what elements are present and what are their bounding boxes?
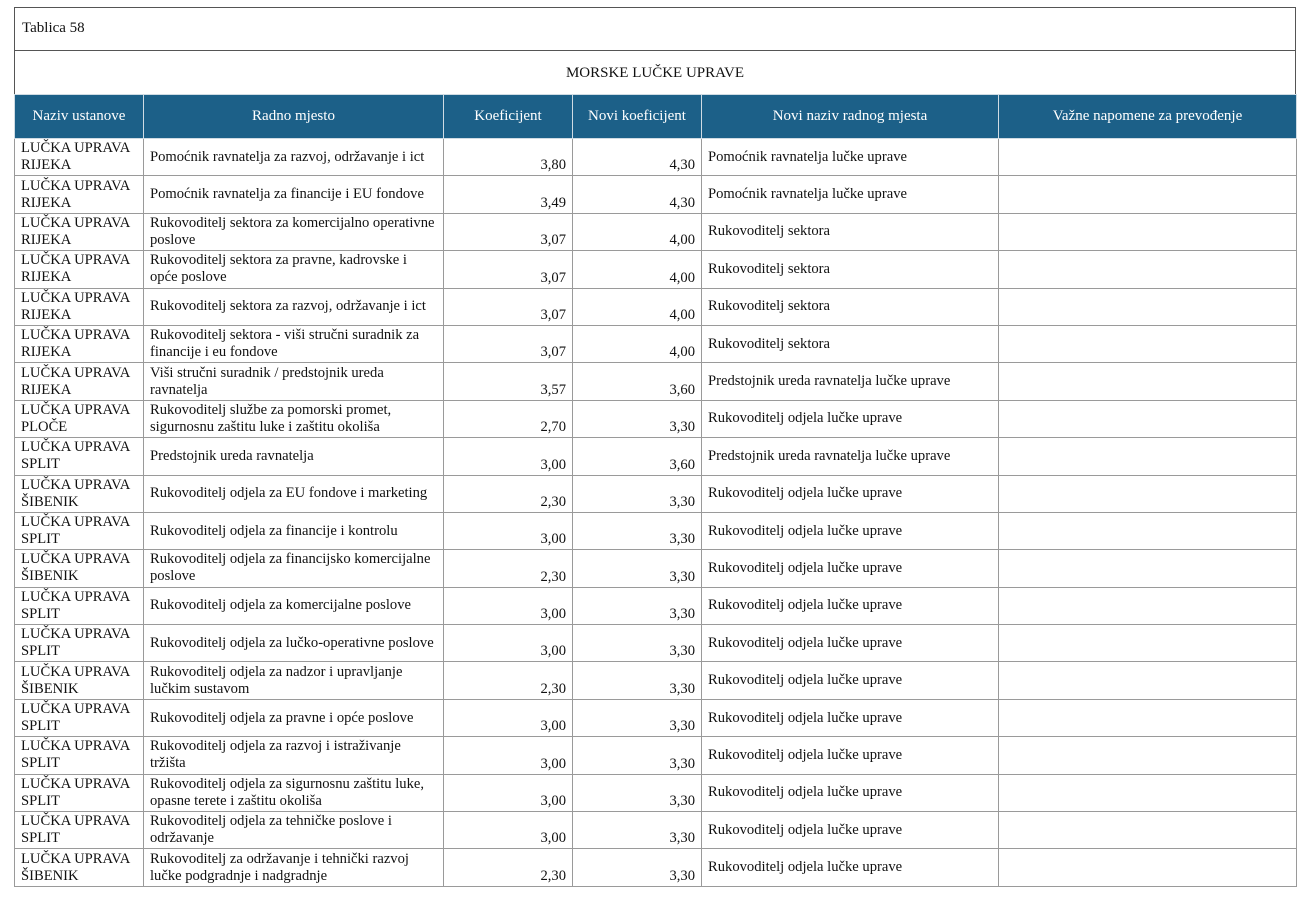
cell-koeficijent: 2,30 (444, 849, 573, 886)
cell-radno-mjesto: Viši stručni suradnik / predstojnik ureda ravnatelja (144, 363, 444, 400)
table-body (15, 139, 1297, 887)
cell-novi-koeficijent: 3,30 (573, 587, 702, 624)
cell-napomene (999, 438, 1297, 475)
cell-napomene (999, 139, 1297, 176)
table-row (15, 625, 1297, 662)
cell-radno-mjesto: Rukovoditelj odjela za financijsko komercijalne poslove (144, 550, 444, 587)
cell-naziv-ustanove: LUČKA UPRAVA RIJEKA (15, 363, 144, 400)
table-row (15, 213, 1297, 250)
cell-novi-naziv: Rukovoditelj odjela lučke uprave (702, 475, 999, 512)
cell-novi-naziv: Rukovoditelj odjela lučke uprave (702, 625, 999, 662)
cell-naziv-ustanove: LUČKA UPRAVA RIJEKA (15, 213, 144, 250)
table-header (15, 95, 1297, 139)
cell-naziv-ustanove: LUČKA UPRAVA SPLIT (15, 737, 144, 774)
table-row (15, 587, 1297, 624)
table-title: MORSKE LUČKE UPRAVE (14, 50, 1296, 94)
cell-naziv-ustanove: LUČKA UPRAVA SPLIT (15, 438, 144, 475)
cell-koeficijent: 3,80 (444, 139, 573, 176)
cell-novi-koeficijent: 3,60 (573, 363, 702, 400)
table-row (15, 363, 1297, 400)
cell-radno-mjesto: Rukovoditelj sektora za razvoj, održavanje i ict (144, 288, 444, 325)
cell-novi-naziv: Rukovoditelj odjela lučke uprave (702, 849, 999, 886)
cell-novi-naziv: Rukovoditelj odjela lučke uprave (702, 587, 999, 624)
cell-naziv-ustanove: LUČKA UPRAVA RIJEKA (15, 325, 144, 362)
cell-novi-naziv: Rukovoditelj odjela lučke uprave (702, 512, 999, 549)
cell-naziv-ustanove: LUČKA UPRAVA RIJEKA (15, 176, 144, 213)
cell-naziv-ustanove: LUČKA UPRAVA SPLIT (15, 587, 144, 624)
table-row (15, 139, 1297, 176)
cell-novi-koeficijent: 3,30 (573, 774, 702, 811)
cell-naziv-ustanove: LUČKA UPRAVA RIJEKA (15, 288, 144, 325)
cell-naziv-ustanove: LUČKA UPRAVA SPLIT (15, 512, 144, 549)
cell-koeficijent: 2,70 (444, 400, 573, 437)
cell-koeficijent: 3,07 (444, 325, 573, 362)
cell-napomene (999, 849, 1297, 886)
header-novi-naziv: Novi naziv radnog mjesta (702, 95, 999, 139)
cell-novi-koeficijent: 4,00 (573, 213, 702, 250)
cell-novi-koeficijent: 3,30 (573, 512, 702, 549)
document-page (14, 7, 1296, 887)
cell-koeficijent: 3,00 (444, 774, 573, 811)
table-row (15, 662, 1297, 699)
cell-novi-koeficijent: 4,00 (573, 325, 702, 362)
header-naziv-ustanove: Naziv ustanove (15, 95, 144, 139)
cell-napomene (999, 400, 1297, 437)
cell-naziv-ustanove: LUČKA UPRAVA PLOČE (15, 400, 144, 437)
cell-radno-mjesto: Rukovoditelj odjela za razvoj i istraživanje tržišta (144, 737, 444, 774)
cell-novi-koeficijent: 4,30 (573, 139, 702, 176)
cell-naziv-ustanove: LUČKA UPRAVA ŠIBENIK (15, 849, 144, 886)
cell-naziv-ustanove: LUČKA UPRAVA SPLIT (15, 699, 144, 736)
cell-koeficijent: 3,00 (444, 625, 573, 662)
cell-koeficijent: 3,00 (444, 812, 573, 849)
cell-koeficijent: 3,00 (444, 737, 573, 774)
cell-koeficijent: 3,00 (444, 512, 573, 549)
header-napomene: Važne napomene za prevođenje (999, 95, 1297, 139)
table-row (15, 512, 1297, 549)
cell-novi-naziv: Rukovoditelj sektora (702, 288, 999, 325)
table-row (15, 550, 1297, 587)
cell-radno-mjesto: Rukovoditelj sektora za pravne, kadrovske i opće poslove (144, 251, 444, 288)
cell-naziv-ustanove: LUČKA UPRAVA ŠIBENIK (15, 475, 144, 512)
cell-novi-naziv: Rukovoditelj odjela lučke uprave (702, 737, 999, 774)
cell-napomene (999, 812, 1297, 849)
cell-koeficijent: 3,00 (444, 699, 573, 736)
header-novi-koeficijent: Novi koeficijent (573, 95, 702, 139)
cell-napomene (999, 587, 1297, 624)
cell-novi-koeficijent: 3,30 (573, 699, 702, 736)
cell-radno-mjesto: Rukovoditelj sektora za komercijalno operativne poslove (144, 213, 444, 250)
cell-napomene (999, 550, 1297, 587)
table-row (15, 176, 1297, 213)
cell-naziv-ustanove: LUČKA UPRAVA RIJEKA (15, 139, 144, 176)
cell-novi-naziv: Rukovoditelj odjela lučke uprave (702, 699, 999, 736)
cell-novi-naziv: Rukovoditelj sektora (702, 325, 999, 362)
table-row (15, 288, 1297, 325)
cell-koeficijent: 2,30 (444, 550, 573, 587)
cell-novi-koeficijent: 4,00 (573, 251, 702, 288)
cell-napomene (999, 699, 1297, 736)
table-row (15, 325, 1297, 362)
cell-novi-koeficijent: 3,30 (573, 400, 702, 437)
cell-novi-naziv: Rukovoditelj odjela lučke uprave (702, 774, 999, 811)
cell-novi-koeficijent: 3,30 (573, 737, 702, 774)
cell-naziv-ustanove: LUČKA UPRAVA ŠIBENIK (15, 550, 144, 587)
cell-radno-mjesto: Rukovoditelj odjela za financije i kontrolu (144, 512, 444, 549)
cell-naziv-ustanove: LUČKA UPRAVA RIJEKA (15, 251, 144, 288)
cell-koeficijent: 2,30 (444, 475, 573, 512)
cell-novi-naziv: Rukovoditelj odjela lučke uprave (702, 662, 999, 699)
cell-novi-naziv: Rukovoditelj odjela lučke uprave (702, 812, 999, 849)
cell-koeficijent: 2,30 (444, 662, 573, 699)
cell-radno-mjesto: Rukovoditelj za održavanje i tehnički razvoj lučke podgradnje i nadgradnje (144, 849, 444, 886)
table-row (15, 774, 1297, 811)
cell-novi-koeficijent: 3,30 (573, 662, 702, 699)
cell-radno-mjesto: Rukovoditelj odjela za komercijalne poslove (144, 587, 444, 624)
cell-radno-mjesto: Rukovoditelj odjela za tehničke poslove i održavanje (144, 812, 444, 849)
table-row (15, 849, 1297, 886)
cell-novi-naziv: Rukovoditelj sektora (702, 251, 999, 288)
cell-novi-naziv: Predstojnik ureda ravnatelja lučke uprave (702, 363, 999, 400)
cell-novi-koeficijent: 3,30 (573, 812, 702, 849)
cell-napomene (999, 363, 1297, 400)
cell-naziv-ustanove: LUČKA UPRAVA SPLIT (15, 774, 144, 811)
cell-radno-mjesto: Rukovoditelj odjela za sigurnosnu zaštitu luke, opasne terete i zaštitu okoliša (144, 774, 444, 811)
cell-napomene (999, 176, 1297, 213)
cell-koeficijent: 3,00 (444, 587, 573, 624)
cell-novi-naziv: Pomoćnik ravnatelja lučke uprave (702, 176, 999, 213)
table-row (15, 475, 1297, 512)
table-row (15, 438, 1297, 475)
cell-koeficijent: 3,07 (444, 288, 573, 325)
cell-napomene (999, 288, 1297, 325)
table-row (15, 737, 1297, 774)
cell-radno-mjesto: Rukovoditelj odjela za EU fondove i marketing (144, 475, 444, 512)
cell-radno-mjesto: Rukovoditelj odjela za pravne i opće poslove (144, 699, 444, 736)
cell-radno-mjesto: Rukovoditelj sektora - viši stručni suradnik za financije i eu fondove (144, 325, 444, 362)
cell-naziv-ustanove: LUČKA UPRAVA SPLIT (15, 625, 144, 662)
table-row (15, 812, 1297, 849)
cell-koeficijent: 3,57 (444, 363, 573, 400)
cell-napomene (999, 737, 1297, 774)
table-row (15, 699, 1297, 736)
cell-novi-naziv: Pomoćnik ravnatelja lučke uprave (702, 139, 999, 176)
cell-novi-koeficijent: 3,30 (573, 625, 702, 662)
cell-napomene (999, 325, 1297, 362)
header-koeficijent: Koeficijent (444, 95, 573, 139)
cell-radno-mjesto: Pomoćnik ravnatelja za financije i EU fondove (144, 176, 444, 213)
cell-novi-naziv: Rukovoditelj odjela lučke uprave (702, 400, 999, 437)
cell-novi-naziv: Predstojnik ureda ravnatelja lučke uprave (702, 438, 999, 475)
cell-napomene (999, 662, 1297, 699)
cell-napomene (999, 251, 1297, 288)
cell-naziv-ustanove: LUČKA UPRAVA ŠIBENIK (15, 662, 144, 699)
table-row (15, 400, 1297, 437)
cell-koeficijent: 3,07 (444, 251, 573, 288)
cell-radno-mjesto: Pomoćnik ravnatelja za razvoj, održavanje i ict (144, 139, 444, 176)
cell-novi-koeficijent: 3,30 (573, 475, 702, 512)
table-caption: Tablica 58 (14, 7, 1296, 50)
cell-napomene (999, 774, 1297, 811)
cell-napomene (999, 512, 1297, 549)
cell-koeficijent: 3,00 (444, 438, 573, 475)
table-row (15, 251, 1297, 288)
cell-novi-koeficijent: 4,30 (573, 176, 702, 213)
cell-novi-koeficijent: 4,00 (573, 288, 702, 325)
cell-koeficijent: 3,49 (444, 176, 573, 213)
cell-radno-mjesto: Predstojnik ureda ravnatelja (144, 438, 444, 475)
cell-radno-mjesto: Rukovoditelj odjela za lučko-operativne poslove (144, 625, 444, 662)
cell-radno-mjesto: Rukovoditelj odjela za nadzor i upravljanje lučkim sustavom (144, 662, 444, 699)
cell-napomene (999, 475, 1297, 512)
cell-napomene (999, 625, 1297, 662)
cell-napomene (999, 213, 1297, 250)
cell-novi-koeficijent: 3,30 (573, 550, 702, 587)
cell-radno-mjesto: Rukovoditelj službe za pomorski promet, sigurnosnu zaštitu luke i zaštitu okoliša (144, 400, 444, 437)
cell-naziv-ustanove: LUČKA UPRAVA SPLIT (15, 812, 144, 849)
header-radno-mjesto: Radno mjesto (144, 95, 444, 139)
cell-novi-koeficijent: 3,30 (573, 849, 702, 886)
data-table (14, 94, 1297, 887)
cell-novi-koeficijent: 3,60 (573, 438, 702, 475)
cell-koeficijent: 3,07 (444, 213, 573, 250)
cell-novi-naziv: Rukovoditelj sektora (702, 213, 999, 250)
cell-novi-naziv: Rukovoditelj odjela lučke uprave (702, 550, 999, 587)
